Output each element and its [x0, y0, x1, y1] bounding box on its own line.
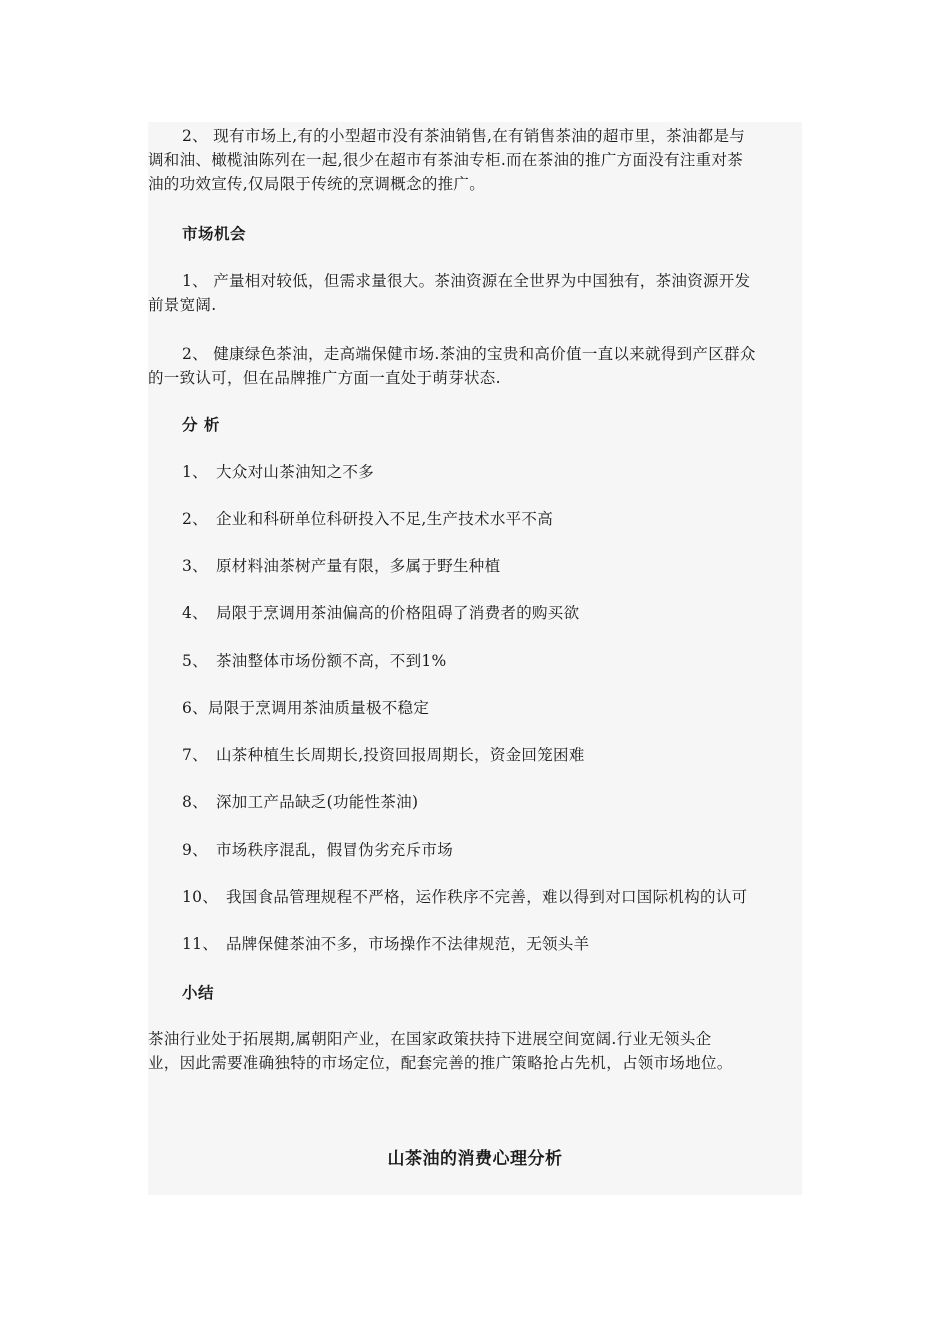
opportunity-item-1-line-1: 1、 产量相对较低，但需求量很大。茶油资源在全世界为中国独有，茶油资源开发	[182, 272, 751, 290]
analysis-item-9-number: 9、	[182, 841, 208, 859]
analysis-item-7-number: 7、	[182, 746, 208, 764]
analysis-item-1-number: 1、	[182, 463, 208, 481]
opportunity-item-2-line-2: 的一致认可，但在品牌推广方面一直处于萌芽状态.	[148, 369, 501, 387]
analysis-item-9	[182, 838, 453, 862]
intro-line-3: 油的功效宣传,仅局限于传统的烹调概念的推广。	[148, 175, 486, 193]
document-content	[148, 122, 802, 1195]
market-opportunity-heading: 市场机会	[182, 225, 247, 243]
analysis-item-5	[182, 649, 447, 673]
summary-paragraph	[148, 1027, 802, 1075]
analysis-item-4-text: 局限于烹调用茶油偏高的价格阻碍了消费者的购买欲	[216, 604, 580, 622]
analysis-item-10-number: 10、	[182, 888, 219, 906]
opportunity-item-1-line-2: 前景宽阔.	[148, 296, 217, 314]
summary-heading: 小结	[182, 984, 215, 1002]
analysis-item-10	[182, 885, 747, 909]
analysis-item-11-text: 品牌保健茶油不多，市场操作不法律规范，无领头羊	[226, 935, 590, 953]
analysis-item-8-text: 深加工产品缺乏(功能性茶油)	[216, 793, 419, 811]
analysis-item-7-text: 山茶种植生长周期长,投资回报周期长，资金回笼困难	[216, 746, 585, 764]
analysis-item-8	[182, 790, 418, 814]
intro-line-2: 调和油、橄榄油陈列在一起,很少在超市有茶油专柜.而在茶油的推广方面没有注重对茶	[148, 151, 744, 169]
analysis-item-5-text: 茶油整体市场份额不高，不到1%	[216, 652, 447, 670]
analysis-item-11	[182, 932, 589, 956]
analysis-heading: 分 析	[182, 416, 220, 434]
summary-line-2: 业，因此需要准确独特的市场定位，配套完善的推广策略抢占先机，占领市场地位。	[148, 1054, 733, 1072]
analysis-item-4-number: 4、	[182, 604, 208, 622]
analysis-item-9-text: 市场秩序混乱，假冒伪劣充斥市场	[216, 841, 454, 859]
analysis-item-1-text: 大众对山茶油知之不多	[216, 463, 375, 481]
analysis-item-6-text: 6、局限于烹调用茶油质量极不稳定	[182, 699, 430, 717]
opportunity-item-1	[148, 269, 802, 317]
analysis-item-8-number: 8、	[182, 793, 208, 811]
analysis-item-5-number: 5、	[182, 652, 208, 670]
analysis-item-3-text: 原材料油茶树产量有限，多属于野生种植	[216, 557, 501, 575]
analysis-item-2	[182, 507, 553, 531]
opportunity-item-2-line-1: 2、 健康绿色茶油，走高端保健市场.茶油的宝贵和高价值一直以来就得到产区群众	[182, 345, 756, 363]
analysis-item-3-number: 3、	[182, 557, 208, 575]
analysis-item-3	[182, 554, 500, 578]
intro-line-1: 2、 现有市场上,有的小型超市没有茶油销售,在有销售茶油的超市里，茶油都是与	[182, 127, 746, 145]
opportunity-item-2	[148, 342, 802, 390]
section-title: 山茶油的消费心理分析	[387, 1149, 563, 1169]
analysis-item-2-number: 2、	[182, 510, 208, 528]
analysis-item-11-number: 11、	[182, 935, 219, 953]
analysis-item-10-text: 我国食品管理规程不严格，运作秩序不完善，难以得到对口国际机构的认可	[226, 888, 748, 906]
analysis-item-2-text: 企业和科研单位科研投入不足,生产技术水平不高	[216, 510, 554, 528]
analysis-item-1	[182, 460, 374, 484]
analysis-item-4	[182, 601, 579, 625]
analysis-item-6	[182, 696, 429, 720]
analysis-item-7	[182, 743, 585, 767]
intro-paragraph	[148, 124, 802, 196]
summary-line-1: 茶油行业处于拓展期,属朝阳产业，在国家政策扶持下进展空间宽阔.行业无领头企	[148, 1030, 712, 1048]
